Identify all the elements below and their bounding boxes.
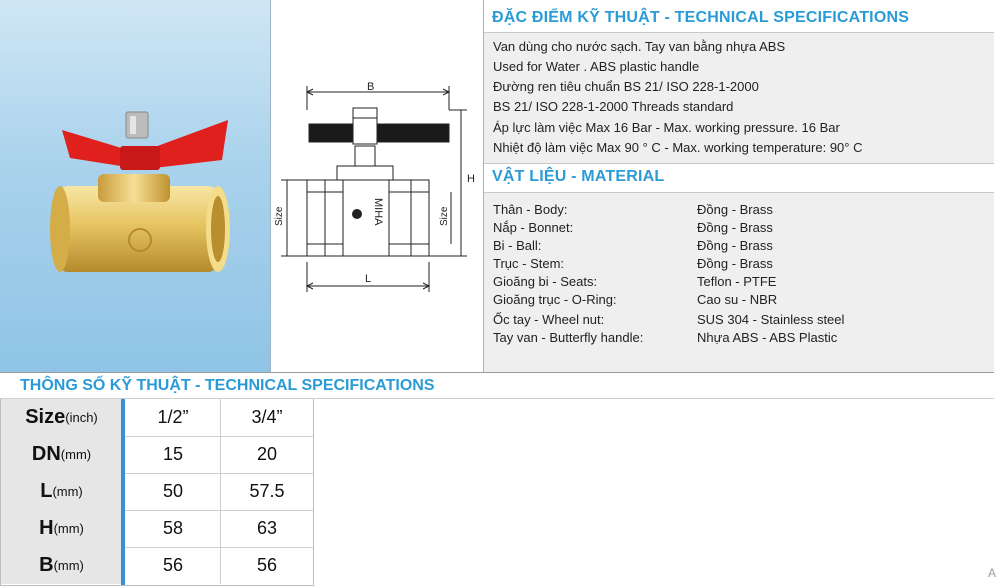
material-part: Ốc tay - Wheel nut: — [493, 312, 605, 327]
material-part: Tay van - Butterfly handle: — [493, 330, 644, 345]
table-row — [1, 436, 313, 474]
dim-b-label: B — [367, 81, 375, 93]
product-photo — [0, 0, 271, 372]
row-label-name: Size — [25, 406, 66, 428]
technical-specifications-table — [0, 399, 314, 586]
dim-h-label: H — [467, 173, 475, 185]
valve-dimension-drawing — [271, 0, 483, 372]
material-list — [484, 192, 994, 373]
material-part: Trục - Stem: — [493, 256, 565, 271]
value-cell: 1/2” — [126, 399, 221, 436]
value-cell: 15 — [126, 436, 221, 473]
material-part: Bi - Ball: — [493, 238, 542, 253]
dim-size-right-label: Size — [439, 206, 450, 226]
spec-line: Nhiệt độ làm việc Max 90 ° C - Max. working temperature: 90° C — [493, 140, 863, 155]
row-label-unit: (inch) — [65, 410, 98, 425]
table-row — [1, 399, 313, 437]
value-cell: 57.5 — [249, 481, 285, 501]
material-title: VẬT LIỆU - MATERIAL — [492, 168, 665, 185]
row-label — [1, 510, 122, 547]
material-value: Đồng - Brass — [697, 202, 773, 217]
dim-size-left-label: Size — [274, 206, 285, 226]
value-cell: 58 — [126, 510, 221, 547]
material-value: Đồng - Brass — [697, 238, 773, 253]
spec-line: Van dùng cho nước sạch. Tay van bằng nhựa ABS — [493, 39, 786, 54]
specifications-panel — [484, 0, 994, 372]
value-cell: 63 — [256, 518, 278, 538]
dim-l-label: L — [365, 273, 372, 285]
material-part: Gioăng bi - Seats: — [493, 274, 598, 289]
corner-mark: A — [988, 566, 997, 580]
value-cell: 50 — [126, 473, 221, 510]
row-label-name: B — [39, 554, 54, 576]
table-row — [1, 547, 313, 584]
material-value: Nhựa ABS - ABS Plastic — [697, 330, 838, 345]
brand-mark: MIHA — [372, 198, 384, 226]
ball-valve-image — [0, 0, 270, 372]
material-part: Gioăng trục - O-Ring: — [493, 292, 617, 307]
specifications-title: ĐẶC ĐIỂM KỸ THUẬT - TECHNICAL SPECIFICATIONS — [492, 9, 910, 26]
material-value: Đồng - Brass — [697, 256, 773, 271]
row-label — [1, 436, 122, 473]
spec-line: Áp lực làm việc Max 16 Bar - Max. working pressure. 16 Bar — [493, 120, 840, 135]
material-part: Nắp - Bonnet: — [493, 220, 574, 235]
row-label-unit: (mm) — [53, 521, 84, 536]
value-cell: 20 — [256, 444, 278, 464]
row-label-name: L — [40, 480, 53, 502]
row-label — [1, 473, 122, 510]
row-label — [1, 399, 122, 436]
material-value: SUS 304 - Stainless steel — [697, 312, 845, 327]
row-label-unit: (mm) — [52, 484, 83, 499]
technical-table-title: THÔNG SỐ KỸ THUẬT - TECHNICAL SPECIFICATIONS — [20, 377, 435, 394]
handle-mark: S — [359, 132, 366, 142]
material-part: Thân - Body: — [493, 202, 568, 217]
technical-drawing — [271, 0, 484, 372]
material-value: Cao su - NBR — [697, 292, 778, 307]
table-divider — [121, 399, 125, 585]
table-row — [1, 473, 313, 511]
material-value: Đồng - Brass — [697, 220, 773, 235]
row-label — [1, 547, 122, 584]
value-cell: 3/4” — [251, 407, 283, 427]
row-label-name: DN — [31, 443, 61, 465]
spec-line: Đường ren tiêu chuẩn BS 21/ ISO 228-1-2000 — [493, 79, 759, 94]
value-cell: 56 — [256, 555, 278, 575]
technical-table-header — [0, 372, 994, 399]
value-cell: 56 — [126, 547, 221, 584]
table-row — [1, 510, 313, 548]
row-label-name: H — [39, 517, 54, 539]
row-label-unit: (mm) — [53, 558, 84, 573]
specifications-list — [484, 32, 994, 164]
row-label-unit: (mm) — [60, 447, 92, 462]
spec-line: Used for Water . ABS plastic handle — [493, 59, 700, 74]
material-value: Teflon - PTFE — [697, 274, 777, 289]
spec-line: BS 21/ ISO 228-1-2000 Threads standard — [493, 99, 734, 114]
